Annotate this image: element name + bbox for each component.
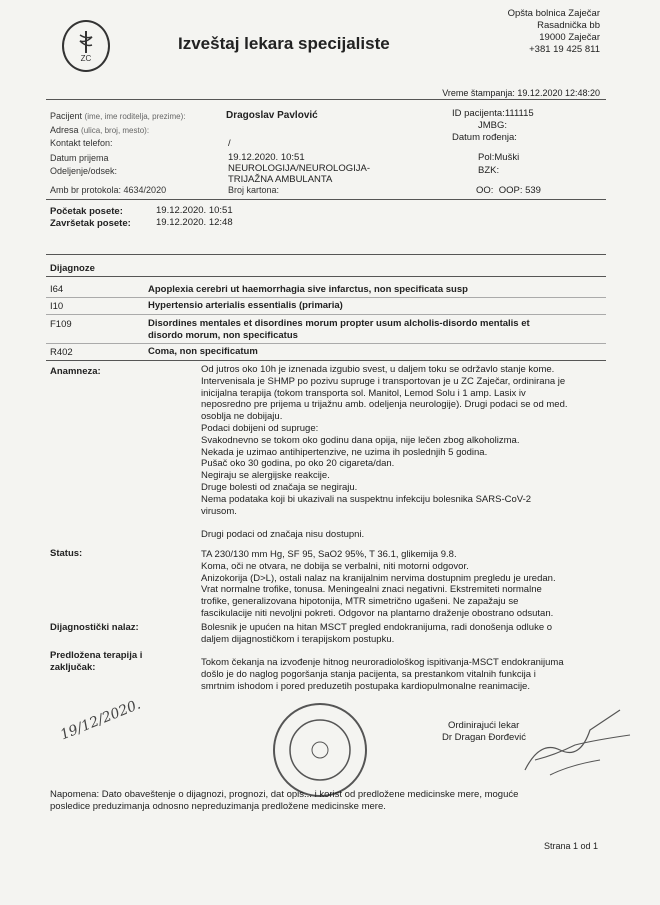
sex-value: Muški — [494, 152, 520, 163]
hospital-street: Rasadnička bb — [537, 20, 600, 31]
card-label: Broj kartona: — [228, 185, 280, 195]
page-number: Strana 1 od 1 — [543, 841, 598, 851]
status-line: Koma, oči ne otvara, ne dobija se verbalni, niti motorni odgovor. — [201, 560, 469, 572]
protocol-number: Amb br protokola: 4634/2020 — [50, 185, 167, 195]
diagnosis-code: I10 — [50, 301, 64, 312]
patient-id-label: ID pacijenta: — [452, 108, 505, 119]
therapy-text — [201, 657, 601, 692]
anamnesis-line: Podaci dobijeni od supruge: — [201, 422, 319, 434]
status-line: Anizokorija (D>L), ostali nalaz na kranijalnim nervima dostupnim pregledu je uredan. — [201, 572, 556, 584]
patient-hint: (ime, ime roditelja, prezime): — [84, 112, 186, 121]
diagnosis-text: Hypertensio arterialis essentialis (primaria) — [148, 300, 343, 311]
status-line: Vrat normalne trofike, tonusa. Meningealni znaci negativni. Ekstremiteti normalne — [201, 584, 542, 596]
findings-line: daljem dijagnostičkom i terapijskom postupku. — [201, 633, 395, 645]
therapy-label-line: Predložena terapija i — [50, 650, 143, 661]
diagnoses-heading: Dijagnoze — [50, 263, 95, 274]
admission-value: 19.12.2020. 10:51 — [228, 152, 305, 163]
dept-value-2: TRIJAŽNA AMBULANTA — [228, 174, 333, 185]
dept-label: Odeljenje/odsek: — [50, 166, 118, 176]
findings-text — [201, 622, 601, 646]
oo-label: OO: — [476, 185, 494, 196]
findings-line: Bolesnik je upućen na hitan MSCT pregled endokranijuma, radi donošenja odluke o — [201, 622, 553, 633]
diagnosis-code: I64 — [50, 284, 64, 295]
visit-end-label: Završetak posete: — [50, 218, 131, 229]
admission-label: Datum prijema — [50, 153, 109, 163]
address-label: Adresa — [50, 125, 79, 135]
diagnosis-text: Coma, non specificatum — [148, 346, 258, 357]
therapy-label — [50, 650, 142, 674]
anamnesis-line: neposredno pre prijema u trijažnu amb. odeljenja neurologije). Drugi podaci se od med. — [201, 399, 568, 411]
diagnosis-divider — [46, 314, 606, 315]
diagnosis-text: Disordines mentales et disordines morum propter usum alcholis-disordo mentalis et — [148, 318, 530, 329]
anamnesis-line: Svakodnevno se tokom oko godinu dana opija, nije lečen zbog alkoholizma. — [201, 434, 520, 446]
report-title: Izveštaj lekara specijaliste — [178, 34, 390, 53]
phone-value: / — [228, 138, 231, 149]
diagnosis-code: R402 — [50, 347, 73, 358]
anamnesis-text — [201, 364, 601, 541]
diagnoses-top-divider — [46, 254, 606, 255]
anamnesis-label: Anamneza: — [50, 366, 101, 377]
therapy-line: Tokom čekanja na izvođenje hitnog neuroradiološkog ispitivanja-MSCT endokranijuma — [201, 657, 564, 668]
hospital-phone: +381 19 425 811 — [529, 44, 600, 55]
hospital-city: 19000 Zaječar — [539, 32, 600, 43]
anamnesis-line: Od jutros oko 10h je iznenada izgubio svest, u daljem toku se održavlo stanje kome. — [201, 364, 555, 375]
visit-end-value: 19.12.2020. 12:48 — [156, 217, 233, 228]
therapy-line: smrtnim ishodom i pored preduzetih postupaka kardiopulmonalne reanimacije. — [201, 680, 530, 692]
diagnoses-bottom-divider — [46, 360, 606, 361]
patient-divider — [46, 199, 606, 200]
stamp-icon — [270, 700, 370, 800]
oo-value: OOP: 539 — [498, 185, 541, 196]
sex-row — [478, 152, 519, 163]
handwritten-signature — [520, 700, 635, 780]
print-time: Vreme štampanja: 19.12.2020 12:48:20 — [442, 88, 600, 98]
footer-note-line: Napomena: Dato obaveštenje o dijagnozi, prognozi, dat opis... i korist od predložene medicinske mere, moguće — [50, 789, 519, 800]
logo-text: ZC — [80, 54, 92, 63]
diagnosis-code: F109 — [50, 319, 72, 330]
anamnesis-line: Druge bolesti od značaja se negiraju. — [201, 481, 358, 493]
hospital-address — [508, 8, 600, 56]
hospital-logo — [62, 20, 110, 72]
patient-id-value: 111115 — [504, 108, 534, 119]
dob-label: Datum rođenja: — [452, 132, 517, 143]
diagnosis-text: Apoplexia cerebri ut haemorrhagia sive infarctus, non specificata susp — [148, 284, 468, 295]
status-line: TA 230/130 mm Hg, SF 95, SaO2 95%, T 36.1, glikemija 9.8. — [201, 549, 457, 560]
status-label: Status: — [50, 548, 83, 559]
status-line: trofike, generalizovana hipotonija, MTR simetrično ugašeni. Ne zapažaju se — [201, 596, 519, 608]
oo-row — [476, 185, 541, 196]
patient-id-row — [452, 108, 534, 119]
diagnosis-text-continued: disordo morum, non specificatus — [148, 330, 298, 341]
address-label-row — [50, 125, 149, 135]
therapy-line: došlo je do naglog pogoršanja stanja pacijenta, sa prestankom vitalnih funkcija i — [201, 668, 536, 680]
anamnesis-line: inicijalna terapija (tokom transporta sol. Manitol, Lemod Solu i 1 amp. Lasix iv — [201, 387, 526, 399]
visit-start-label: Početak posete: — [50, 206, 123, 217]
sex-label: Pol: — [478, 152, 495, 163]
anamnesis-line: Negiraju se alergijske reakcije. — [201, 470, 330, 482]
footer-note — [50, 789, 605, 813]
anamnesis-line: Nema podataka koji bi ukazivali na suspektnu infekciju bolesnika SARS-CoV-2 — [201, 493, 532, 505]
bzk-label: BZK: — [478, 165, 500, 176]
signature-role: Ordinirajući lekar — [448, 720, 520, 731]
anamnesis-line: virusom. — [201, 505, 237, 517]
patient-label-row — [50, 111, 185, 121]
anamnesis-line: Intervenisala je SHMP po pozivu supruge i transportovan je u ZC Zaječar, ordinirana je — [201, 375, 566, 387]
phone-label: Kontakt telefon: — [50, 138, 113, 148]
jmbg-label: JMBG: — [478, 120, 508, 131]
status-text — [201, 549, 601, 620]
anamnesis-line: Drugi podaci od značaja nisu dostupni. — [201, 529, 365, 541]
anamnesis-line: Nekada je uzimao antihipertenzive, ne uzima ih poslednjih 5 godina. — [201, 446, 488, 458]
dept-value-1: NEUROLOGIJA/NEUROLOGIJA- — [228, 163, 370, 174]
findings-label: Dijagnostički nalaz: — [50, 622, 139, 633]
diagnosis-divider — [46, 343, 606, 344]
handwritten-date: 19/12/2020. — [58, 696, 144, 744]
patient-name: Dragoslav Pavlović — [226, 110, 318, 121]
diagnosis-divider — [46, 297, 606, 298]
address-hint: (ulica, broj, mesto): — [81, 126, 150, 135]
caduceus-icon — [71, 29, 101, 63]
status-line: fascikulacije niti nevoljni pokreti. Odgovor na plantarno draženje obostrano odsutan. — [201, 607, 554, 619]
anamnesis-line: Pušač oko 30 godina, po oko 20 cigareta/dan. — [201, 458, 395, 470]
anamnesis-blank-line — [201, 517, 601, 529]
header-divider — [46, 99, 606, 100]
hospital-name: Opšta bolnica Zaječar — [507, 8, 600, 19]
footer-note-line: posledice preduzimanja odnosno nepreduzimanja predložene medicinske mere. — [50, 800, 386, 812]
therapy-label-line: zaključak: — [50, 662, 96, 673]
patient-label: Pacijent — [50, 111, 83, 121]
anamnesis-line: osoblja ne dobijaju. — [201, 411, 283, 423]
diagnoses-heading-divider — [46, 276, 606, 277]
visit-start-value: 19.12.2020. 10:51 — [156, 205, 233, 216]
signature-doctor: Dr Dragan Đorđević — [442, 732, 526, 743]
